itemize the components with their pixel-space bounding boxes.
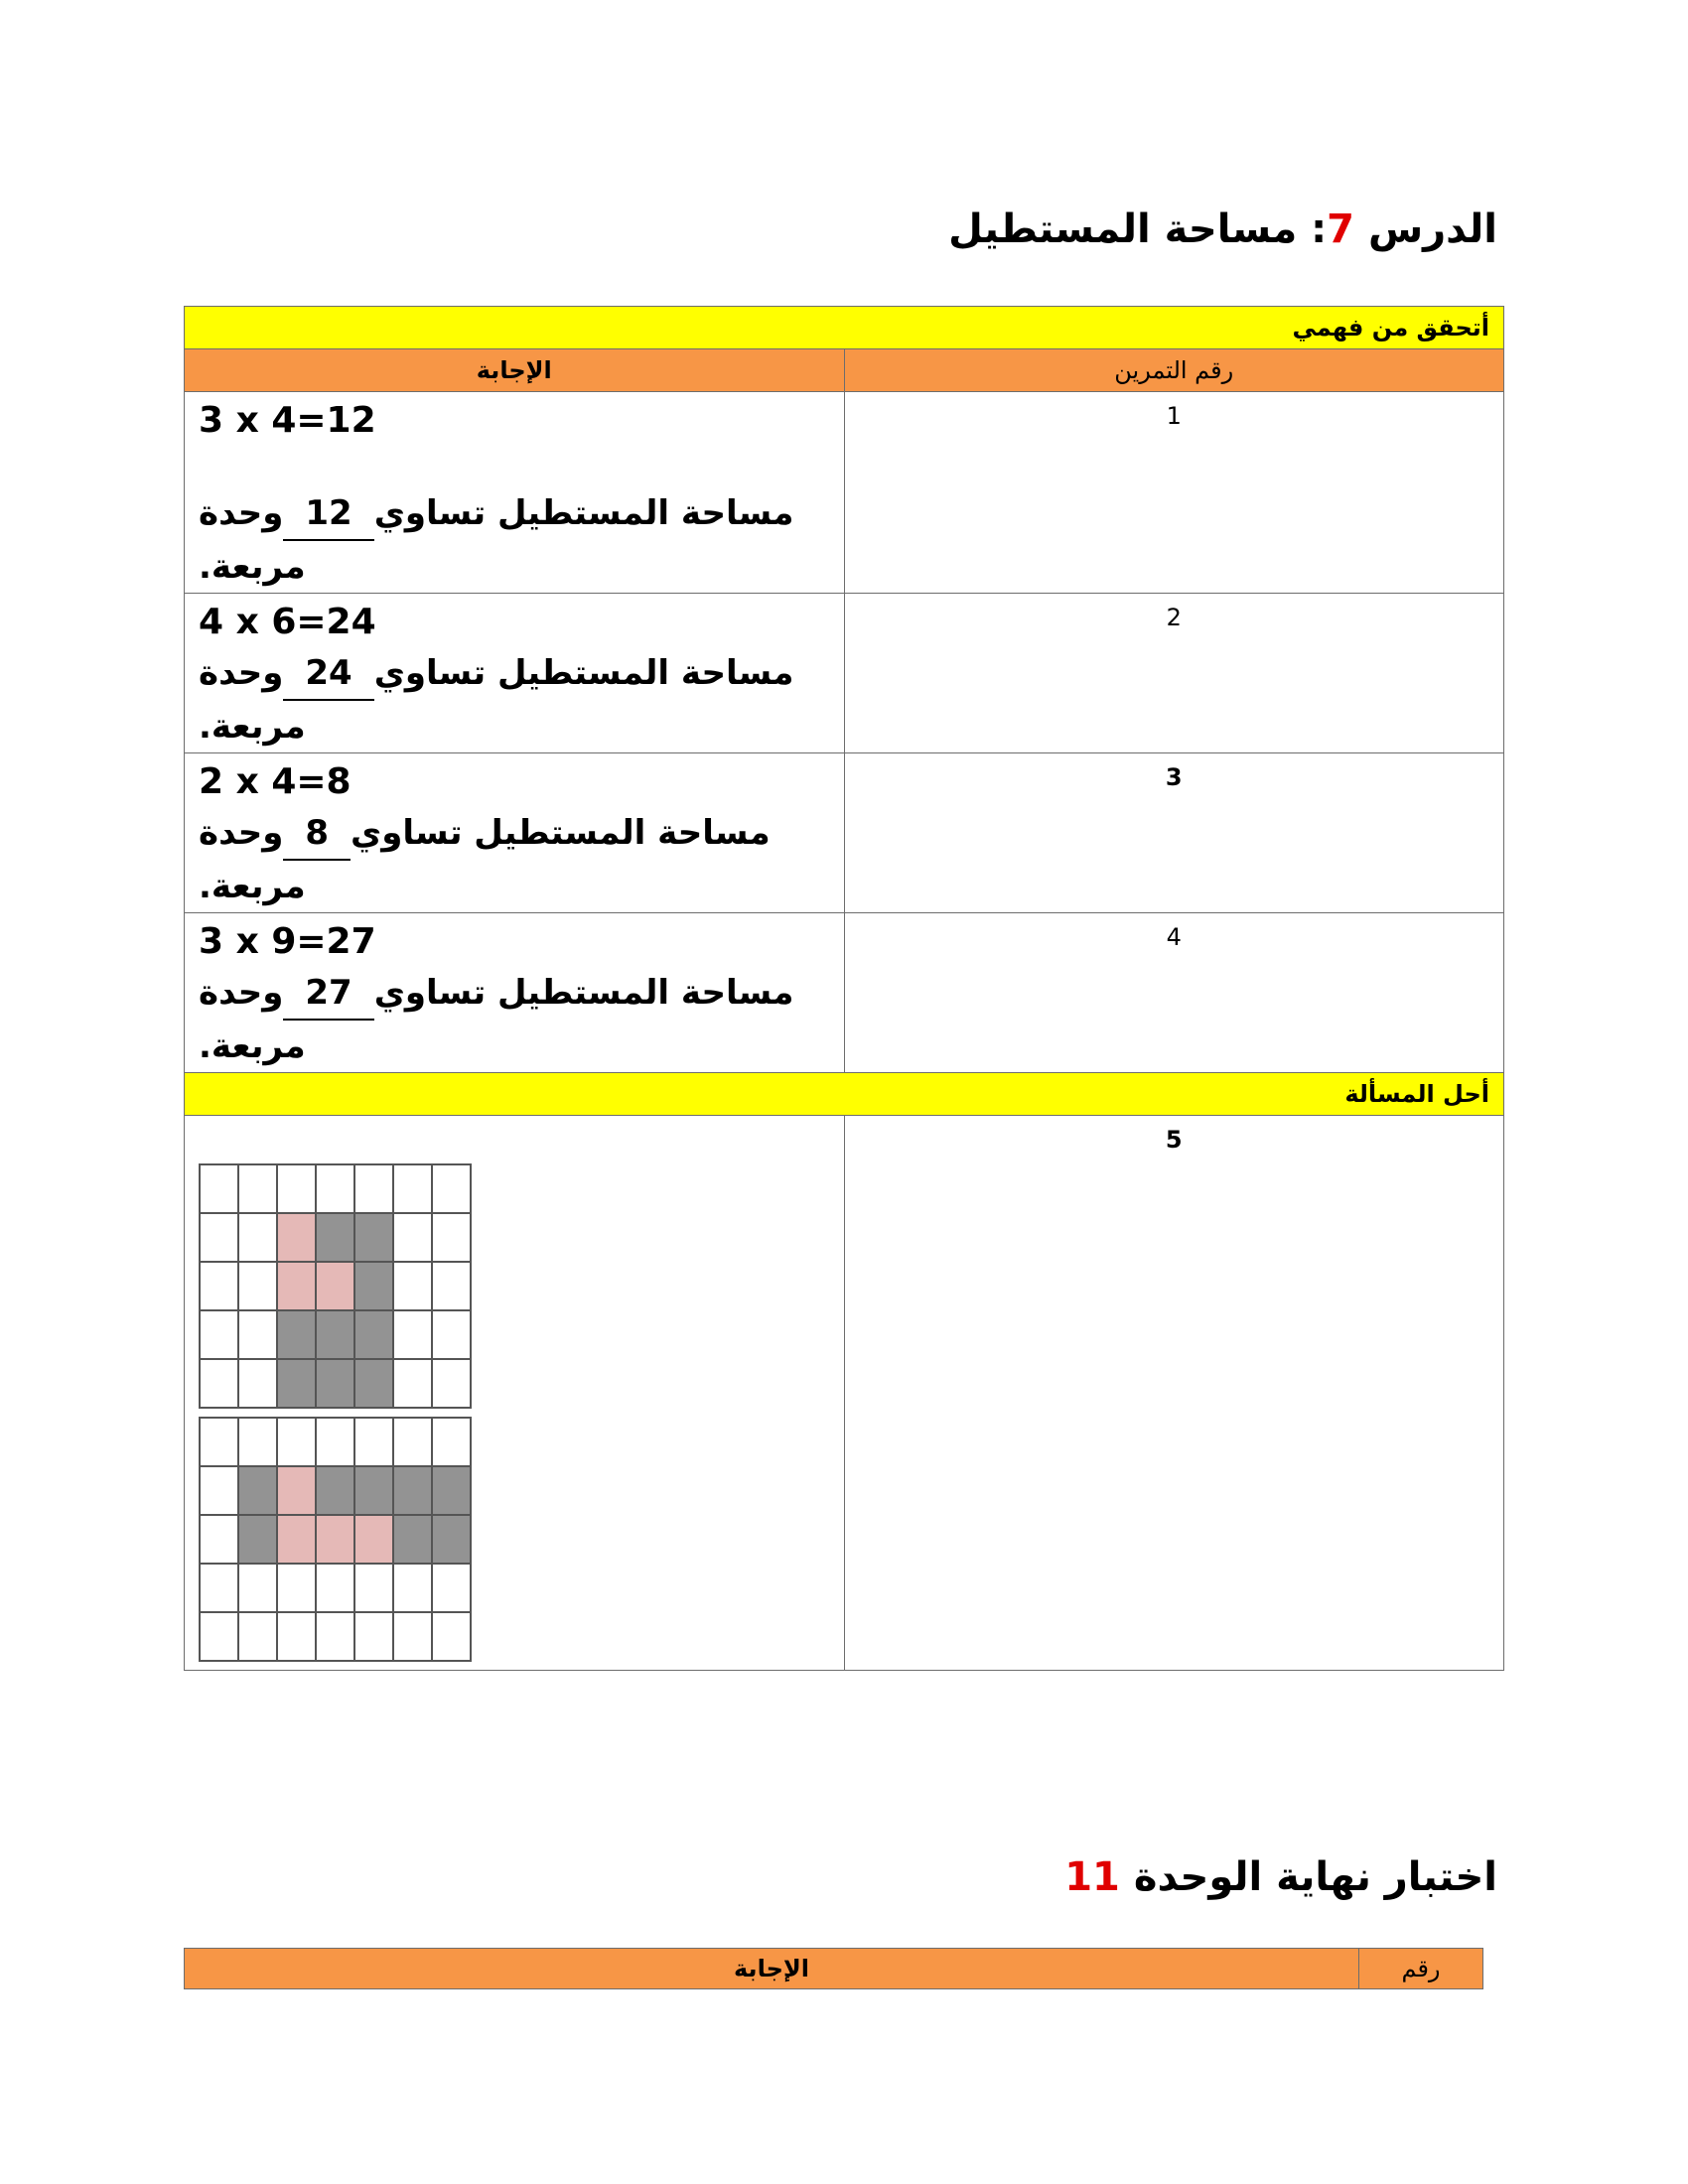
grid-square: [432, 1262, 471, 1310]
section-label-check-understanding: أتحقق من فهمي: [185, 307, 1504, 349]
grid-square: [393, 1164, 432, 1213]
sentence-start: مساحة المستطيل تساوي: [373, 653, 794, 693]
grid-square: [393, 1213, 432, 1262]
exercise-number: 2: [844, 594, 1504, 753]
grid-square: [316, 1612, 354, 1661]
grid-square-gray: [238, 1515, 277, 1564]
table-row: [185, 1116, 1504, 1671]
grid-square-gray: [277, 1310, 316, 1359]
grid-square: [200, 1262, 238, 1310]
grid-square: [277, 1564, 316, 1612]
unit-test-title-text: اختبار نهاية الوحدة: [1133, 1854, 1497, 1900]
grid-square: [316, 1418, 354, 1466]
lesson-answer-table: [184, 306, 1504, 1671]
grid-square-pink: [277, 1515, 316, 1564]
grid-square: [354, 1164, 393, 1213]
table-row: [185, 392, 1504, 594]
grid-square: [393, 1418, 432, 1466]
equation: 3 x 9=27: [199, 921, 376, 962]
table-header-row: [185, 349, 1504, 392]
table-header-row: [185, 1949, 1483, 1989]
grid-square-gray: [393, 1515, 432, 1564]
grid-square: [432, 1310, 471, 1359]
grid-square: [200, 1164, 238, 1213]
grid-square: [393, 1612, 432, 1661]
grid-square: [277, 1418, 316, 1466]
grid-square-gray: [354, 1310, 393, 1359]
sentence-end: وحدة مربعة.: [199, 493, 306, 587]
sentence-end: وحدة مربعة.: [199, 813, 306, 906]
grid-square: [200, 1213, 238, 1262]
lesson-title-prefix: الدرس: [1367, 206, 1497, 252]
grid-square-pink: [316, 1515, 354, 1564]
grid-square: [432, 1213, 471, 1262]
column-header-exercise-number: رقم التمرين: [844, 349, 1504, 392]
exercise-number: 5: [844, 1116, 1504, 1671]
lesson-title-suffix: : مساحة المستطيل: [948, 206, 1328, 252]
grid-square: [238, 1213, 277, 1262]
grid-square: [238, 1310, 277, 1359]
area-value: 27: [283, 967, 373, 1021]
unit-number: 11: [1064, 1854, 1120, 1900]
area-grid-two: [199, 1417, 472, 1662]
grid-square-pink: [277, 1466, 316, 1515]
grid-square: [354, 1564, 393, 1612]
exercise-number: 4: [844, 913, 1504, 1073]
lesson-title: [948, 206, 1497, 252]
table-row: [185, 594, 1504, 753]
area-sentence: [199, 487, 844, 593]
grid-square-gray: [432, 1515, 471, 1564]
grid-square: [432, 1164, 471, 1213]
grid-square: [393, 1310, 432, 1359]
grid-square: [354, 1418, 393, 1466]
grid-square-pink: [277, 1262, 316, 1310]
answer-cell: [185, 594, 845, 753]
grid-square: [316, 1564, 354, 1612]
equation: 3 x 4=12: [199, 400, 376, 441]
section-label-solve-problem: أحل المسألة: [185, 1073, 1504, 1116]
grid-square: [200, 1418, 238, 1466]
grid-square-gray: [316, 1310, 354, 1359]
grid-square-gray: [354, 1359, 393, 1408]
lesson-number: 7: [1327, 206, 1354, 252]
grid-square-pink: [316, 1262, 354, 1310]
table-row: [185, 913, 1504, 1073]
grid-square: [238, 1612, 277, 1661]
sentence-end: وحدة مربعة.: [199, 653, 306, 747]
exercise-number: 3: [844, 753, 1504, 913]
grid-square: [238, 1359, 277, 1408]
area-value: 24: [283, 647, 373, 701]
grid-square: [200, 1359, 238, 1408]
area-sentence: [199, 647, 844, 752]
unit-test-table: [184, 1948, 1483, 1989]
answer-cell: [185, 392, 845, 594]
grid-square: [432, 1359, 471, 1408]
sentence-start: مساحة المستطيل تساوي: [373, 493, 794, 533]
grid-square: [316, 1164, 354, 1213]
area-value: 8: [283, 807, 351, 861]
grid-square: [354, 1612, 393, 1661]
column-header-number: رقم: [1359, 1949, 1483, 1989]
exercise-number: 1: [844, 392, 1504, 594]
grid-square: [238, 1564, 277, 1612]
section-row-check-understanding: [185, 307, 1504, 349]
column-header-answer: الإجابة: [185, 349, 845, 392]
grid-square: [200, 1515, 238, 1564]
grid-square: [393, 1564, 432, 1612]
answer-cell: [185, 753, 845, 913]
area-sentence: [199, 807, 844, 912]
answer-cell: [185, 913, 845, 1073]
grid-square-gray: [316, 1213, 354, 1262]
area-value: 12: [283, 487, 373, 541]
sentence-start: مساحة المستطيل تساوي: [373, 973, 794, 1013]
grid-square-gray: [277, 1359, 316, 1408]
grid-square-gray: [354, 1466, 393, 1515]
grid-square-gray: [354, 1213, 393, 1262]
grid-square: [200, 1564, 238, 1612]
problem-answer-cell: [185, 1116, 845, 1671]
grid-square-gray: [316, 1359, 354, 1408]
grid-square-gray: [393, 1466, 432, 1515]
grid-square: [432, 1564, 471, 1612]
grid-square-gray: [316, 1466, 354, 1515]
grid-square: [200, 1612, 238, 1661]
equation: 4 x 6=24: [199, 602, 376, 642]
grid-square: [238, 1262, 277, 1310]
grid-square: [200, 1310, 238, 1359]
column-header-answer: الإجابة: [185, 1949, 1359, 1989]
grid-square: [238, 1418, 277, 1466]
grid-square-gray: [432, 1466, 471, 1515]
grid-square: [393, 1359, 432, 1408]
grid-square-pink: [277, 1213, 316, 1262]
grid-square: [238, 1164, 277, 1213]
unit-test-title: [1064, 1854, 1497, 1900]
grid-square: [200, 1466, 238, 1515]
sentence-end: وحدة مربعة.: [199, 973, 306, 1066]
sentence-start: مساحة المستطيل تساوي: [351, 813, 771, 853]
grid-square: [277, 1164, 316, 1213]
grid-square: [277, 1612, 316, 1661]
grid-square-gray: [354, 1262, 393, 1310]
section-row-solve-problem: [185, 1073, 1504, 1116]
equation: 2 x 4=8: [199, 761, 352, 802]
table-row: [185, 753, 1504, 913]
area-sentence: [199, 967, 844, 1072]
grid-square: [432, 1418, 471, 1466]
grid-square: [432, 1612, 471, 1661]
grid-square-pink: [354, 1515, 393, 1564]
area-grid-one: [199, 1163, 472, 1409]
grid-square: [393, 1262, 432, 1310]
grid-square-gray: [238, 1466, 277, 1515]
